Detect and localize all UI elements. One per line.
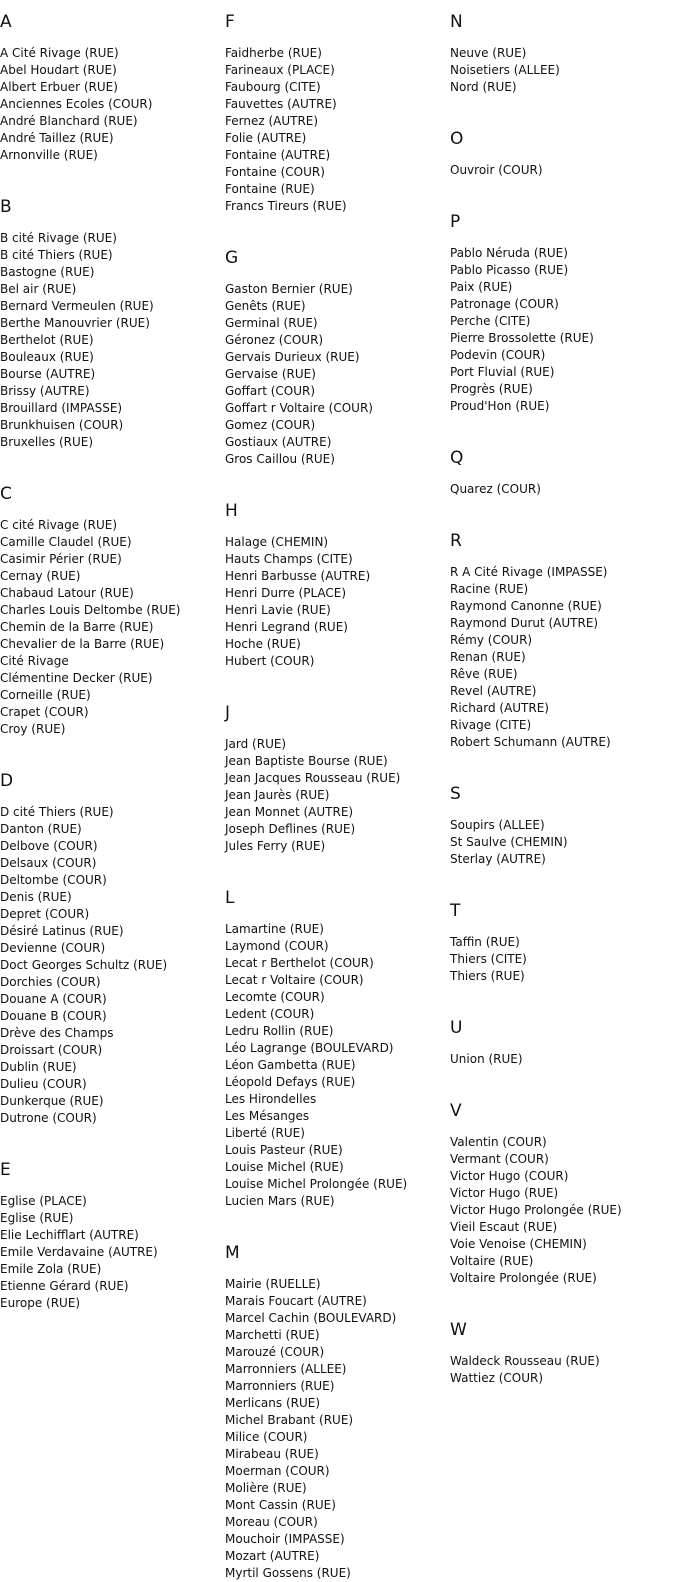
letter-heading: D <box>0 771 14 791</box>
letter-section <box>0 1160 225 1312</box>
letter-heading: H <box>225 501 238 521</box>
section-spacer <box>0 451 225 472</box>
street-name: Mouchoir (IMPASSE) <box>225 1532 345 1546</box>
street-name: Vermant (COUR) <box>450 1152 549 1166</box>
street-name: Jard (RUE) <box>225 737 287 751</box>
letter-heading: E <box>0 1160 11 1180</box>
street-name: Deltombe (COUR) <box>0 873 107 887</box>
letter-heading: Q <box>450 448 464 468</box>
street-name: Mont Cassin (RUE) <box>225 1498 336 1512</box>
street-name: Eglise (RUE) <box>0 1211 74 1225</box>
street-name: Jean Jacques Rousseau (RUE) <box>225 771 401 785</box>
street-index-column-1 <box>0 0 225 1312</box>
street-name: Charles Louis Deltombe (RUE) <box>0 603 181 617</box>
street-name: Marais Foucart (AUTRE) <box>225 1294 367 1308</box>
letter-section <box>225 1243 450 1582</box>
street-name: Raymond Canonne (RUE) <box>450 599 602 613</box>
street-name: Clémentine Decker (RUE) <box>0 671 153 685</box>
street-name: Chevalier de la Barre (RUE) <box>0 637 165 651</box>
street-name: Lecat r Berthelot (COUR) <box>225 956 374 970</box>
letter-heading: J <box>225 703 231 723</box>
street-list <box>450 1353 675 1387</box>
street-name: Géronez (COUR) <box>225 333 324 347</box>
letter-section <box>450 448 675 519</box>
street-name: Milice (COUR) <box>225 1430 308 1444</box>
street-name: Louis Pasteur (RUE) <box>225 1143 343 1157</box>
street-name: Merlicans (RUE) <box>225 1396 321 1410</box>
street-name: Marronniers (ALLEE) <box>225 1362 347 1376</box>
street-name: Noisetiers (ALLEE) <box>450 63 560 77</box>
street-name: Dulieu (COUR) <box>0 1077 87 1091</box>
street-name: Delsaux (COUR) <box>0 856 97 870</box>
letter-heading: T <box>450 901 461 921</box>
section-spacer <box>450 985 675 1006</box>
street-name: Berthelot (RUE) <box>0 333 94 347</box>
street-name: Droissart (COUR) <box>0 1043 103 1057</box>
letter-heading: N <box>450 12 463 32</box>
street-name: Cernay (RUE) <box>0 569 81 583</box>
street-name: Racine (RUE) <box>450 582 529 596</box>
street-index-column-3 <box>450 0 675 1387</box>
street-name: Emile Verdavaine (AUTRE) <box>0 1245 158 1259</box>
letter-section <box>450 129 675 200</box>
street-name: Jules Ferry (RUE) <box>225 839 326 853</box>
street-list <box>0 517 225 738</box>
street-name: Germinal (RUE) <box>225 316 318 330</box>
street-name: Podevin (COUR) <box>450 348 546 362</box>
street-list <box>225 281 450 468</box>
street-name: Francs Tireurs (RUE) <box>225 199 347 213</box>
letter-section <box>450 12 675 117</box>
letter-section <box>225 703 450 876</box>
letter-heading: B <box>0 197 12 217</box>
street-name: Mairie (RUELLE) <box>225 1277 321 1291</box>
street-name: Paix (RUE) <box>450 280 513 294</box>
letter-heading: W <box>450 1320 467 1340</box>
street-name: Bourse (AUTRE) <box>0 367 96 381</box>
letter-section <box>450 531 675 772</box>
street-name: Rêve (RUE) <box>450 667 518 681</box>
street-list <box>450 817 675 868</box>
street-name: Gostiaux (AUTRE) <box>225 435 332 449</box>
section-spacer <box>0 738 225 759</box>
street-name: Fontaine (COUR) <box>225 165 325 179</box>
letter-heading: U <box>450 1018 463 1038</box>
letter-section <box>225 501 450 691</box>
street-list <box>450 1134 675 1287</box>
section-spacer <box>450 868 675 889</box>
street-name: Denis (RUE) <box>0 890 72 904</box>
letter-section <box>450 784 675 889</box>
street-name: Fernez (AUTRE) <box>225 114 319 128</box>
street-list <box>0 804 225 1127</box>
street-name: Brissy (AUTRE) <box>0 384 90 398</box>
street-name: Wattiez (COUR) <box>450 1371 543 1385</box>
letter-section <box>450 901 675 1006</box>
street-name: Voie Venoise (CHEMIN) <box>450 1237 587 1251</box>
street-name: Fontaine (RUE) <box>225 182 315 196</box>
street-name: Waldeck Rousseau (RUE) <box>450 1354 600 1368</box>
street-name: Thiers (RUE) <box>450 969 525 983</box>
street-index-column-2 <box>225 0 450 1582</box>
street-name: André Taillez (RUE) <box>0 131 114 145</box>
section-spacer <box>225 1210 450 1231</box>
street-list <box>450 162 675 179</box>
street-name: Crapet (COUR) <box>0 705 89 719</box>
street-name: Rivage (CITE) <box>450 718 532 732</box>
street-name: Nord (RUE) <box>450 80 517 94</box>
letter-section <box>0 771 225 1148</box>
street-name: Désiré Latinus (RUE) <box>0 924 124 938</box>
street-name: Les Mésanges <box>225 1109 310 1123</box>
street-name: Henri Barbusse (AUTRE) <box>225 569 371 583</box>
section-spacer <box>450 498 675 519</box>
street-name: Joseph Deflines (RUE) <box>225 822 356 836</box>
street-name: Marchetti (RUE) <box>225 1328 320 1342</box>
street-name: Mozart (AUTRE) <box>225 1549 320 1563</box>
street-name: Henri Durre (PLACE) <box>225 586 347 600</box>
street-name: Dublin (RUE) <box>0 1060 77 1074</box>
street-name: Etienne Gérard (RUE) <box>0 1279 129 1293</box>
street-name: Perche (CITE) <box>450 314 531 328</box>
street-name: Vieil Escaut (RUE) <box>450 1220 558 1234</box>
street-list <box>0 230 225 451</box>
street-name: Pablo Néruda (RUE) <box>450 246 568 260</box>
street-name: André Blanchard (RUE) <box>0 114 138 128</box>
street-name: Victor Hugo Prolongée (RUE) <box>450 1203 622 1217</box>
letter-heading: F <box>225 12 235 32</box>
street-name: Delbove (COUR) <box>0 839 98 853</box>
street-name: Fontaine (AUTRE) <box>225 148 331 162</box>
street-name: Drève des Champs <box>0 1026 114 1040</box>
street-name: Léopold Defays (RUE) <box>225 1075 356 1089</box>
street-name: Moreau (COUR) <box>225 1515 318 1529</box>
street-name: Elie Lechifflart (AUTRE) <box>0 1228 139 1242</box>
street-name: R A Cité Rivage (IMPASSE) <box>450 565 608 579</box>
letter-section <box>225 12 450 236</box>
street-name: Emile Zola (RUE) <box>0 1262 102 1276</box>
street-name: Fauvettes (AUTRE) <box>225 97 337 111</box>
street-name: Lucien Mars (RUE) <box>225 1194 335 1208</box>
street-name: Michel Brabant (RUE) <box>225 1413 354 1427</box>
street-name: Folie (AUTRE) <box>225 131 307 145</box>
street-name: Raymond Durut (AUTRE) <box>450 616 599 630</box>
street-name: Goffart r Voltaire (COUR) <box>225 401 373 415</box>
street-name: Abel Houdart (RUE) <box>0 63 117 77</box>
section-spacer <box>450 415 675 436</box>
street-name: Thiers (CITE) <box>450 952 527 966</box>
street-name: Ouvroir (COUR) <box>450 163 543 177</box>
street-name: Progrès (RUE) <box>450 382 533 396</box>
section-spacer <box>225 670 450 691</box>
street-name: Pierre Brossolette (RUE) <box>450 331 594 345</box>
street-name: Robert Schumann (AUTRE) <box>450 735 611 749</box>
street-name: Les Hirondelles <box>225 1092 317 1106</box>
street-name: Liberté (RUE) <box>225 1126 305 1140</box>
street-name: Depret (COUR) <box>0 907 90 921</box>
letter-section <box>450 212 675 436</box>
letter-section <box>0 484 225 759</box>
street-name: Berthe Manouvrier (RUE) <box>0 316 150 330</box>
street-name: Bastogne (RUE) <box>0 265 95 279</box>
street-list <box>450 1051 675 1068</box>
street-name: Marouzé (COUR) <box>225 1345 325 1359</box>
street-name: Marronniers (RUE) <box>225 1379 335 1393</box>
street-name: Patronage (COUR) <box>450 297 559 311</box>
street-name: Taffin (RUE) <box>450 935 520 949</box>
street-name: Gervais Durieux (RUE) <box>225 350 360 364</box>
street-name: Genêts (RUE) <box>225 299 306 313</box>
street-name: Molière (RUE) <box>225 1481 307 1495</box>
section-spacer <box>450 179 675 200</box>
street-name: Victor Hugo (COUR) <box>450 1169 569 1183</box>
street-name: Chemin de la Barre (RUE) <box>0 620 154 634</box>
street-name: Dutrone (COUR) <box>0 1111 97 1125</box>
street-name: Farineaux (PLACE) <box>225 63 335 77</box>
street-name: C cité Rivage (RUE) <box>0 518 118 532</box>
street-name: Halage (CHEMIN) <box>225 535 329 549</box>
letter-heading: O <box>450 129 464 149</box>
section-spacer <box>225 215 450 236</box>
street-name: Goffart (COUR) <box>225 384 316 398</box>
street-list <box>225 534 450 670</box>
letter-section <box>450 1101 675 1308</box>
section-spacer <box>450 751 675 772</box>
letter-heading: C <box>0 484 12 504</box>
street-name: Brunkhuisen (COUR) <box>0 418 124 432</box>
street-list <box>225 921 450 1210</box>
street-name: Louise Michel (RUE) <box>225 1160 344 1174</box>
street-name: Danton (RUE) <box>0 822 82 836</box>
section-spacer <box>0 164 225 185</box>
street-list <box>225 45 450 215</box>
letter-heading: P <box>450 212 461 232</box>
street-name: Douane A (COUR) <box>0 992 107 1006</box>
street-name: Corneille (RUE) <box>0 688 91 702</box>
street-name: Marcel Cachin (BOULEVARD) <box>225 1311 397 1325</box>
street-name: Lecat r Voltaire (COUR) <box>225 973 364 987</box>
street-list <box>225 736 450 855</box>
letter-section <box>225 888 450 1231</box>
street-list <box>450 564 675 751</box>
street-name: Albert Erbuer (RUE) <box>0 80 118 94</box>
street-list <box>0 1193 225 1312</box>
street-name: Sterlay (AUTRE) <box>450 852 546 866</box>
street-name: Revel (AUTRE) <box>450 684 537 698</box>
street-name: Pablo Picasso (RUE) <box>450 263 569 277</box>
section-spacer <box>225 855 450 876</box>
street-name: B cité Thiers (RUE) <box>0 248 113 262</box>
street-name: Doct Georges Schultz (RUE) <box>0 958 168 972</box>
section-spacer <box>450 1068 675 1089</box>
street-name: Léo Lagrange (BOULEVARD) <box>225 1041 394 1055</box>
street-name: Chabaud Latour (RUE) <box>0 586 134 600</box>
letter-section <box>450 1018 675 1089</box>
street-name: Arnonville (RUE) <box>0 148 98 162</box>
street-name: Myrtil Gossens (RUE) <box>225 1566 351 1580</box>
street-name: Hauts Champs (CITE) <box>225 552 353 566</box>
street-name: Richard (AUTRE) <box>450 701 549 715</box>
street-name: Henri Legrand (RUE) <box>225 620 348 634</box>
street-name: A Cité Rivage (RUE) <box>0 46 119 60</box>
street-name: Bouleaux (RUE) <box>0 350 94 364</box>
street-name: Ledent (COUR) <box>225 1007 315 1021</box>
street-name: Devienne (COUR) <box>0 941 106 955</box>
street-list <box>450 245 675 415</box>
street-name: St Saulve (CHEMIN) <box>450 835 568 849</box>
street-name: Neuve (RUE) <box>450 46 527 60</box>
section-spacer <box>450 96 675 117</box>
street-name: B cité Rivage (RUE) <box>0 231 117 245</box>
street-list <box>0 45 225 164</box>
letter-heading: R <box>450 531 462 551</box>
street-name: Europe (RUE) <box>0 1296 81 1310</box>
letter-section <box>225 248 450 489</box>
street-name: Dorchies (COUR) <box>0 975 101 989</box>
street-name: D cité Thiers (RUE) <box>0 805 114 819</box>
street-name: Faidherbe (RUE) <box>225 46 322 60</box>
street-name: Faubourg (CITE) <box>225 80 321 94</box>
street-name: Dunkerque (RUE) <box>0 1094 104 1108</box>
street-name: Casimir Périer (RUE) <box>0 552 122 566</box>
street-name: Proud'Hon (RUE) <box>450 399 550 413</box>
street-name: Quarez (COUR) <box>450 482 541 496</box>
section-spacer <box>0 1127 225 1148</box>
letter-section <box>0 12 225 185</box>
letter-heading: G <box>225 248 239 268</box>
street-name: Gervaise (RUE) <box>225 367 316 381</box>
letter-heading: S <box>450 784 461 804</box>
street-name: Douane B (COUR) <box>0 1009 107 1023</box>
street-list <box>450 45 675 96</box>
street-name: Camille Claudel (RUE) <box>0 535 132 549</box>
street-name: Laymond (COUR) <box>225 939 329 953</box>
street-name: Léon Gambetta (RUE) <box>225 1058 356 1072</box>
street-name: Soupirs (ALLEE) <box>450 818 545 832</box>
street-name: Renan (RUE) <box>450 650 526 664</box>
letter-heading: V <box>450 1101 462 1121</box>
street-name: Bernard Vermeulen (RUE) <box>0 299 154 313</box>
street-name: Ledru Rollin (RUE) <box>225 1024 334 1038</box>
street-name: Hoche (RUE) <box>225 637 301 651</box>
street-name: Port Fluvial (RUE) <box>450 365 555 379</box>
street-name: Gros Caillou (RUE) <box>225 452 335 466</box>
street-list <box>450 481 675 498</box>
letter-heading: A <box>0 12 12 32</box>
street-name: Jean Baptiste Bourse (RUE) <box>225 754 388 768</box>
street-name: Louise Michel Prolongée (RUE) <box>225 1177 408 1191</box>
street-list <box>225 1276 450 1582</box>
street-name: Jean Monnet (AUTRE) <box>225 805 354 819</box>
street-name: Lecomte (COUR) <box>225 990 325 1004</box>
street-name: Bel air (RUE) <box>0 282 77 296</box>
section-spacer <box>225 468 450 489</box>
letter-section <box>450 1320 675 1387</box>
street-name: Eglise (PLACE) <box>0 1194 87 1208</box>
street-name: Voltaire Prolongée (RUE) <box>450 1271 597 1285</box>
street-name: Bruxelles (RUE) <box>0 435 94 449</box>
street-name: Henri Lavie (RUE) <box>225 603 331 617</box>
street-name: Voltaire (RUE) <box>450 1254 534 1268</box>
street-list <box>450 934 675 985</box>
letter-heading: M <box>225 1243 240 1263</box>
letter-heading: L <box>225 888 235 908</box>
street-name: Lamartine (RUE) <box>225 922 324 936</box>
street-name: Valentin (COUR) <box>450 1135 547 1149</box>
street-name: Mirabeau (RUE) <box>225 1447 319 1461</box>
street-name: Hubert (COUR) <box>225 654 315 668</box>
street-name: Jean Jaurès (RUE) <box>225 788 330 802</box>
street-name: Brouillard (IMPASSE) <box>0 401 123 415</box>
street-name: Cité Rivage <box>0 654 69 668</box>
letter-section <box>0 197 225 472</box>
section-spacer <box>450 1287 675 1308</box>
street-name: Victor Hugo (RUE) <box>450 1186 559 1200</box>
street-name: Anciennes Ecoles (COUR) <box>0 97 153 111</box>
street-name: Gomez (COUR) <box>225 418 316 432</box>
street-name: Croy (RUE) <box>0 722 66 736</box>
street-name: Moerman (COUR) <box>225 1464 330 1478</box>
street-name: Union (RUE) <box>450 1052 523 1066</box>
street-name: Gaston Bernier (RUE) <box>225 282 353 296</box>
street-name: Rémy (COUR) <box>450 633 533 647</box>
